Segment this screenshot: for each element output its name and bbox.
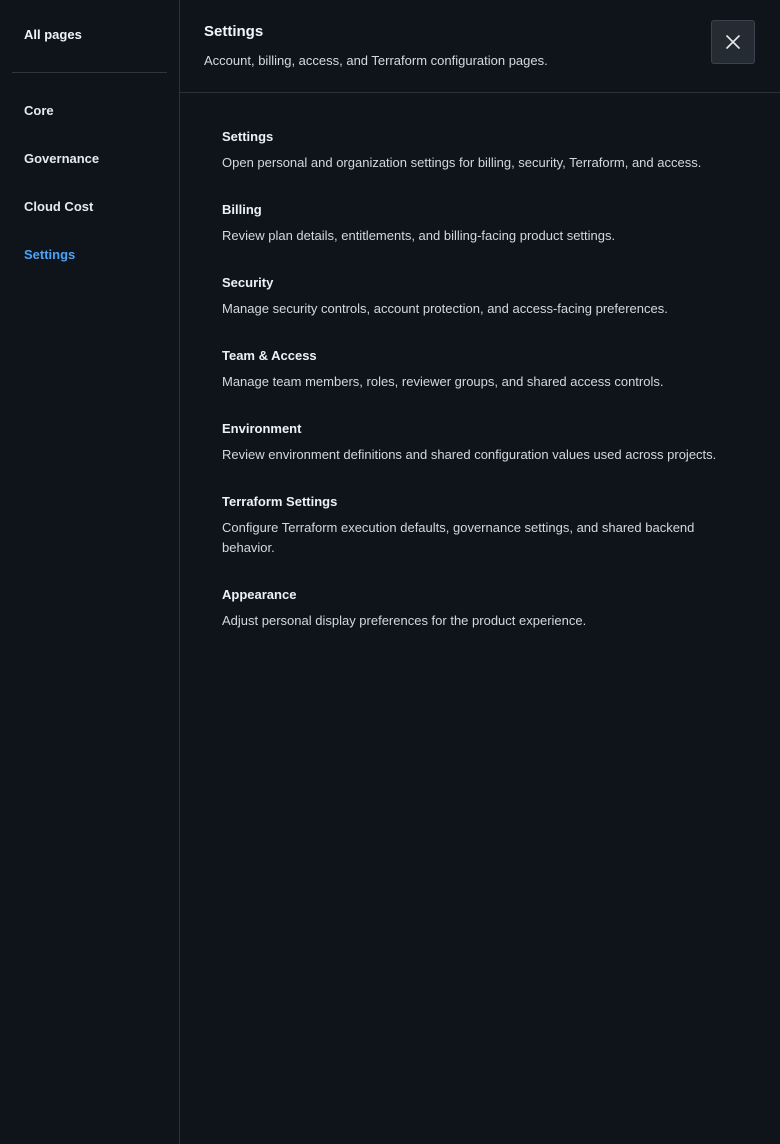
list-item-title: Appearance <box>222 587 297 602</box>
list-item-description: Review environment definitions and shared configuration values used across projects. <box>222 447 717 462</box>
list-item-title: Environment <box>222 421 302 436</box>
list-item-description: Manage security controls, account protection, and access-facing preferences. <box>222 301 668 316</box>
page-link-security[interactable] <box>222 275 740 319</box>
sidebar-item-governance[interactable]: Governance <box>24 151 100 166</box>
page-link-billing[interactable] <box>222 202 740 246</box>
list-item-description: Open personal and organization settings for billing, security, Terraform, and access. <box>222 155 702 170</box>
sidebar-item-cloud-cost[interactable]: Cloud Cost <box>24 199 94 214</box>
page-list <box>180 93 780 631</box>
close-button[interactable] <box>711 20 755 64</box>
sidebar <box>0 0 180 1144</box>
list-item-description: Review plan details, entitlements, and billing-facing product settings. <box>222 228 616 243</box>
page-link-appearance[interactable] <box>222 587 740 631</box>
page-link-settings[interactable] <box>222 129 740 173</box>
list-item-title: Billing <box>222 202 262 217</box>
list-item-title: Settings <box>222 129 274 144</box>
list-item-title: Terraform Settings <box>222 494 338 509</box>
list-item-description: Adjust personal display preferences for the product experience. <box>222 613 587 628</box>
sidebar-item-core[interactable]: Core <box>24 103 54 118</box>
page-link-team-access[interactable] <box>222 348 740 392</box>
sidebar-nav <box>0 73 179 279</box>
sidebar-item-settings[interactable]: Settings <box>24 247 76 262</box>
list-item-description: Configure Terraform execution defaults, governance settings, and shared backend behavior. <box>222 520 695 555</box>
list-item-description: Manage team members, roles, reviewer groups, and shared access controls. <box>222 374 664 389</box>
all-pages-link[interactable]: All pages <box>24 27 82 42</box>
list-item-title: Team & Access <box>222 348 317 363</box>
close-icon <box>726 35 740 49</box>
page-link-terraform-settings[interactable] <box>222 494 740 558</box>
page-title: Settings <box>204 23 264 40</box>
page-link-environment[interactable] <box>222 421 740 465</box>
panel-header <box>180 0 780 93</box>
page-subtitle: Account, billing, access, and Terraform configuration pages. <box>204 53 548 68</box>
list-item-title: Security <box>222 275 274 290</box>
main-panel <box>180 0 780 1144</box>
